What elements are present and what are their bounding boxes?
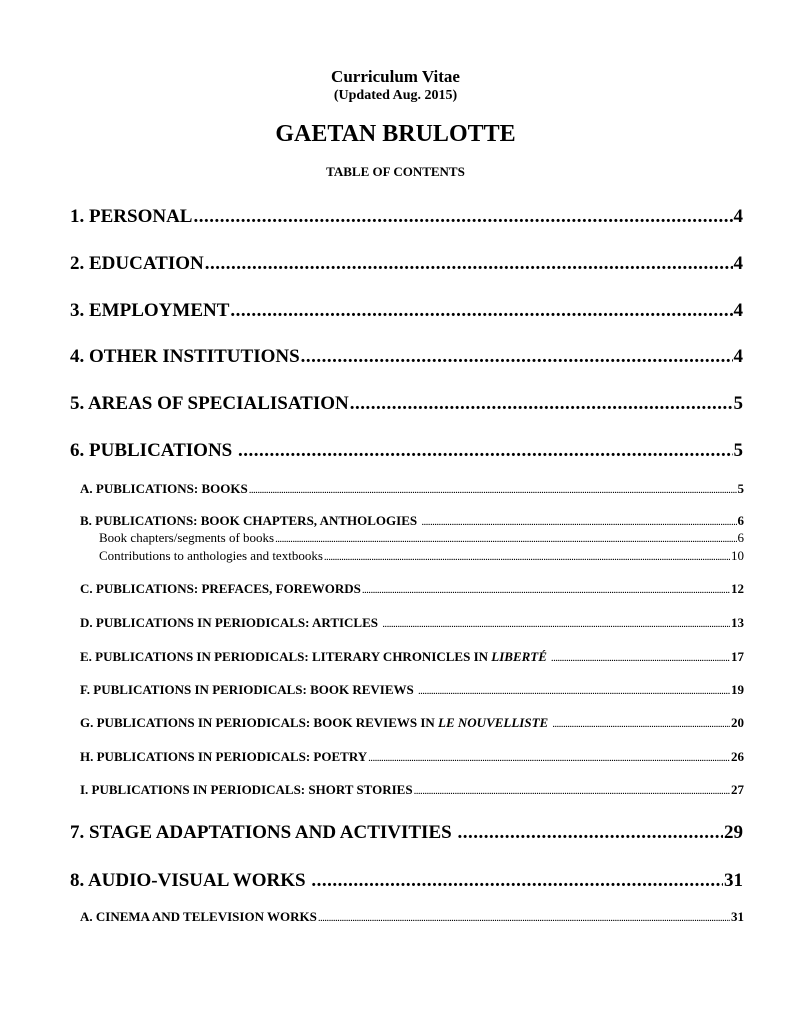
toc-page-number: 31 xyxy=(724,870,743,891)
toc-page-number: 19 xyxy=(731,682,744,697)
toc-page-number: 10 xyxy=(731,548,744,563)
toc-entry-label: C. PUBLICATIONS: PREFACES, FOREWORDS xyxy=(80,581,361,596)
dot-leader xyxy=(238,440,733,462)
toc-page-number: 6 xyxy=(737,530,744,545)
toc-page-number: 5 xyxy=(733,393,743,414)
dot-leader xyxy=(324,551,730,563)
toc-entry-education[interactable] xyxy=(70,253,743,275)
toc-entry-label: 5. AREAS OF SPECIALISATION xyxy=(70,393,349,414)
toc-entry-periodicals-liberte[interactable] xyxy=(80,649,744,665)
toc-entry-label: 6. PUBLICATIONS xyxy=(70,440,237,461)
toc-entry-label-italic: LE NOUVELLISTE xyxy=(438,715,549,730)
dot-leader xyxy=(382,618,730,630)
toc-page-number: 17 xyxy=(731,649,744,664)
toc-entry-publications-book-chapters[interactable] xyxy=(80,513,744,529)
dot-leader xyxy=(350,393,733,415)
toc-page-number: 4 xyxy=(733,206,743,227)
dot-leader xyxy=(205,253,733,275)
dot-leader xyxy=(318,912,730,924)
toc-entry-label: 2. EDUCATION xyxy=(70,253,204,274)
toc-entry-label: I. PUBLICATIONS IN PERIODICALS: SHORT STORIES xyxy=(80,782,413,797)
toc-entry-periodicals-articles[interactable] xyxy=(80,615,744,631)
toc-entry-book-chapters-segments[interactable] xyxy=(99,530,744,546)
dot-leader xyxy=(311,870,723,892)
toc-entry-anthologies-textbooks[interactable] xyxy=(99,548,744,564)
dot-leader xyxy=(551,652,730,664)
toc-entry-label: 8. AUDIO-VISUAL WORKS xyxy=(70,870,311,891)
dot-leader xyxy=(457,822,723,844)
toc-entry-stage-adaptations[interactable] xyxy=(70,822,743,844)
dot-leader xyxy=(421,516,736,528)
toc-entry-periodicals-poetry[interactable] xyxy=(80,749,744,765)
toc-entry-periodicals-short-stories[interactable] xyxy=(80,782,744,798)
toc-page-number: 13 xyxy=(731,615,744,630)
toc-entry-label: 7. STAGE ADAPTATIONS AND ACTIVITIES xyxy=(70,822,457,843)
toc-entry-label: H. PUBLICATIONS IN PERIODICALS: POETRY xyxy=(80,749,368,764)
toc-page-number: 26 xyxy=(731,749,744,764)
toc-page-number: 20 xyxy=(731,715,744,730)
toc-entry-publications[interactable] xyxy=(70,440,743,462)
dot-leader xyxy=(368,752,730,764)
dot-leader xyxy=(301,346,733,368)
dot-leader xyxy=(275,533,736,545)
dot-leader xyxy=(418,685,730,697)
dot-leader xyxy=(193,206,732,228)
toc-entry-label-prefix: E. PUBLICATIONS IN PERIODICALS: LITERARY CHRONICLES IN xyxy=(80,649,492,664)
toc-page-number: 5 xyxy=(733,440,743,461)
toc-page-number: 4 xyxy=(733,253,743,274)
toc-entry-periodicals-le-nouvelliste[interactable] xyxy=(80,715,744,731)
dot-leader xyxy=(249,484,737,496)
toc-entry-label: Contributions to anthologies and textbooks xyxy=(99,548,323,563)
toc-entry-label: 3. EMPLOYMENT xyxy=(70,300,230,321)
author-name: GAETAN BRULOTTE xyxy=(275,121,516,147)
toc-page-number: 29 xyxy=(724,822,743,843)
toc-entry-label-prefix: G. PUBLICATIONS IN PERIODICALS: BOOK REVIEWS IN xyxy=(80,715,439,730)
toc-page-number: 31 xyxy=(731,909,744,924)
toc-entry-areas-of-specialisation[interactable] xyxy=(70,393,743,415)
dot-leader xyxy=(230,300,732,322)
toc-entry-cinema-television[interactable] xyxy=(80,909,744,925)
toc-page-number: 5 xyxy=(737,481,744,496)
toc-entry-label: B. PUBLICATIONS: BOOK CHAPTERS, ANTHOLOGIES xyxy=(80,513,421,528)
toc-page-number: 4 xyxy=(733,346,743,367)
toc-entry-label: A. CINEMA AND TELEVISION WORKS xyxy=(80,909,317,924)
toc-entry-label: A. PUBLICATIONS: BOOKS xyxy=(80,481,248,496)
toc-entry-label: 4. OTHER INSTITUTIONS xyxy=(70,346,300,367)
toc-title: TABLE OF CONTENTS xyxy=(326,164,465,179)
toc-entry-label: Book chapters/segments of books xyxy=(99,530,275,545)
toc-entry-label xyxy=(80,649,547,665)
toc-entry-label: 1. PERSONAL xyxy=(70,206,193,227)
toc-entry-personal[interactable] xyxy=(70,206,743,228)
toc-page-number: 27 xyxy=(731,782,744,797)
toc-entry-label: F. PUBLICATIONS IN PERIODICALS: BOOK REVIEWS xyxy=(80,682,417,697)
dot-leader xyxy=(362,584,730,596)
dot-leader xyxy=(414,785,730,797)
toc-entry-label xyxy=(80,715,548,731)
toc-page-number: 6 xyxy=(737,513,744,528)
toc-entry-label: D. PUBLICATIONS IN PERIODICALS: ARTICLES xyxy=(80,615,382,630)
toc-entry-publications-books[interactable] xyxy=(80,481,744,497)
toc-page-number: 12 xyxy=(731,581,744,596)
toc-entry-periodicals-book-reviews[interactable] xyxy=(80,682,744,698)
toc-entry-publications-prefaces[interactable] xyxy=(80,581,744,597)
toc-entry-other-institutions[interactable] xyxy=(70,346,743,368)
toc-entry-employment[interactable] xyxy=(70,300,743,322)
toc-entry-label-italic: LIBERTÉ xyxy=(491,649,547,664)
document-type: Curriculum Vitae xyxy=(331,67,460,86)
update-date: (Updated Aug. 2015) xyxy=(333,88,458,103)
toc-entry-audio-visual-works[interactable] xyxy=(70,870,743,892)
toc-page-number: 4 xyxy=(733,300,743,321)
dot-leader xyxy=(552,718,730,730)
